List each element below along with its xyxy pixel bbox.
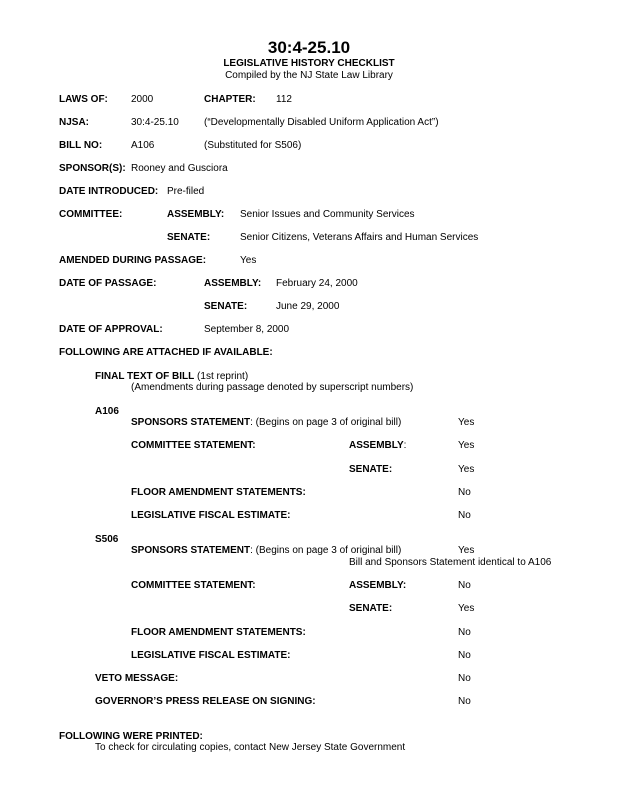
passage-assembly-label: ASSEMBLY: [204,278,262,289]
a106-floor-value: No [458,487,471,498]
page-title: 30:4-25.10 [267,38,351,57]
veto-value: No [458,673,471,684]
final-text-note: (Amendments during passage denoted by superscript numbers) [131,382,414,393]
a106-assembly-colon: : [403,440,407,451]
approval-value: September 8, 2000 [204,324,290,335]
njsa-title: (“Developmentally Disabled Uniform Application Act”) [204,117,439,128]
s506-assembly-label: ASSEMBLY: [349,580,407,591]
printed-heading: FOLLOWING WERE PRINTED: [59,731,203,742]
s506-identical-note: Bill and Sponsors Statement identical to A106 [349,557,552,568]
s506-floor-value: No [458,627,471,638]
a106-senate-label: SENATE: [349,464,393,475]
committee-assembly-label: ASSEMBLY: [167,209,225,220]
a106-assembly-line [349,440,406,452]
njsa-label: NJSA: [59,117,90,128]
a106-fiscal-label: LEGISLATIVE FISCAL ESTIMATE: [131,510,291,521]
printed-note: To check for circulating copies, contact New Jersey State Government [95,742,406,753]
s506-senate-value: Yes [458,603,475,614]
chapter-label: CHAPTER: [204,94,256,105]
approval-label: DATE OF APPROVAL: [59,324,163,335]
bill-no-note: (Substituted for S506) [204,140,302,151]
veto-label: VETO MESSAGE: [95,673,179,684]
committee-senate-value: Senior Citizens, Veterans Affairs and Human Services [240,232,479,243]
press-value: No [458,696,471,707]
date-introduced-value: Pre-filed [167,186,205,197]
final-text-label: FINAL TEXT OF BILL [95,371,195,382]
a106-fiscal-value: No [458,510,471,521]
a106-committee-label: COMMITTEE STATEMENT: [131,440,256,451]
sponsors-value: Rooney and Gusciora [131,163,228,174]
passage-senate-label: SENATE: [204,301,248,312]
committee-senate-label: SENATE: [167,232,211,243]
s506-heading: S506 [95,534,119,545]
passage-assembly-value: February 24, 2000 [276,278,358,289]
bill-no-label: BILL NO: [59,140,103,151]
a106-assembly-label: ASSEMBLY [349,440,404,451]
amended-value: Yes [240,255,257,266]
njsa-value: 30:4-25.10 [131,117,179,128]
a106-senate-value: Yes [458,464,475,475]
committee-label: COMMITTEE: [59,209,123,220]
s506-committee-label: COMMITTEE STATEMENT: [131,580,256,591]
laws-of-value: 2000 [131,94,154,105]
sponsors-label: SPONSOR(S): [59,163,126,174]
s506-senate-label: SENATE: [349,603,393,614]
amended-label: AMENDED DURING PASSAGE: [59,255,207,266]
a106-assembly-value: Yes [458,440,475,451]
s506-sponsors-line [131,545,401,557]
a106-sponsors-value: Yes [458,417,475,428]
passage-label: DATE OF PASSAGE: [59,278,157,289]
compiled-by: Compiled by the NJ State Law Library [225,70,393,81]
a106-heading: A106 [95,406,119,417]
s506-floor-label: FLOOR AMENDMENT STATEMENTS: [131,627,306,638]
chapter-value: 112 [276,94,292,105]
a106-sponsors-line [131,417,401,429]
s506-fiscal-label: LEGISLATIVE FISCAL ESTIMATE: [131,650,291,661]
a106-sponsors-label: SPONSORS STATEMENT [131,417,251,428]
date-introduced-label: DATE INTRODUCED: [59,186,159,197]
final-text-reprint: (1st reprint) [197,371,249,382]
passage-senate-value: June 29, 2000 [276,301,340,312]
page-subtitle: LEGISLATIVE HISTORY CHECKLIST [223,58,395,69]
press-label: GOVERNOR’S PRESS RELEASE ON SIGNING: [95,696,316,707]
a106-floor-label: FLOOR AMENDMENT STATEMENTS: [131,487,306,498]
bill-no-value: A106 [131,140,155,151]
laws-of-label: LAWS OF: [59,94,108,105]
committee-assembly-value: Senior Issues and Community Services [240,209,415,220]
s506-sponsors-note: : (Begins on page 3 of original bill) [250,545,402,556]
s506-assembly-value: No [458,580,471,591]
attached-heading: FOLLOWING ARE ATTACHED IF AVAILABLE: [59,347,273,358]
s506-sponsors-label: SPONSORS STATEMENT [131,545,251,556]
s506-fiscal-value: No [458,650,471,661]
a106-sponsors-note: : (Begins on page 3 of original bill) [250,417,402,428]
s506-sponsors-value: Yes [458,545,475,556]
